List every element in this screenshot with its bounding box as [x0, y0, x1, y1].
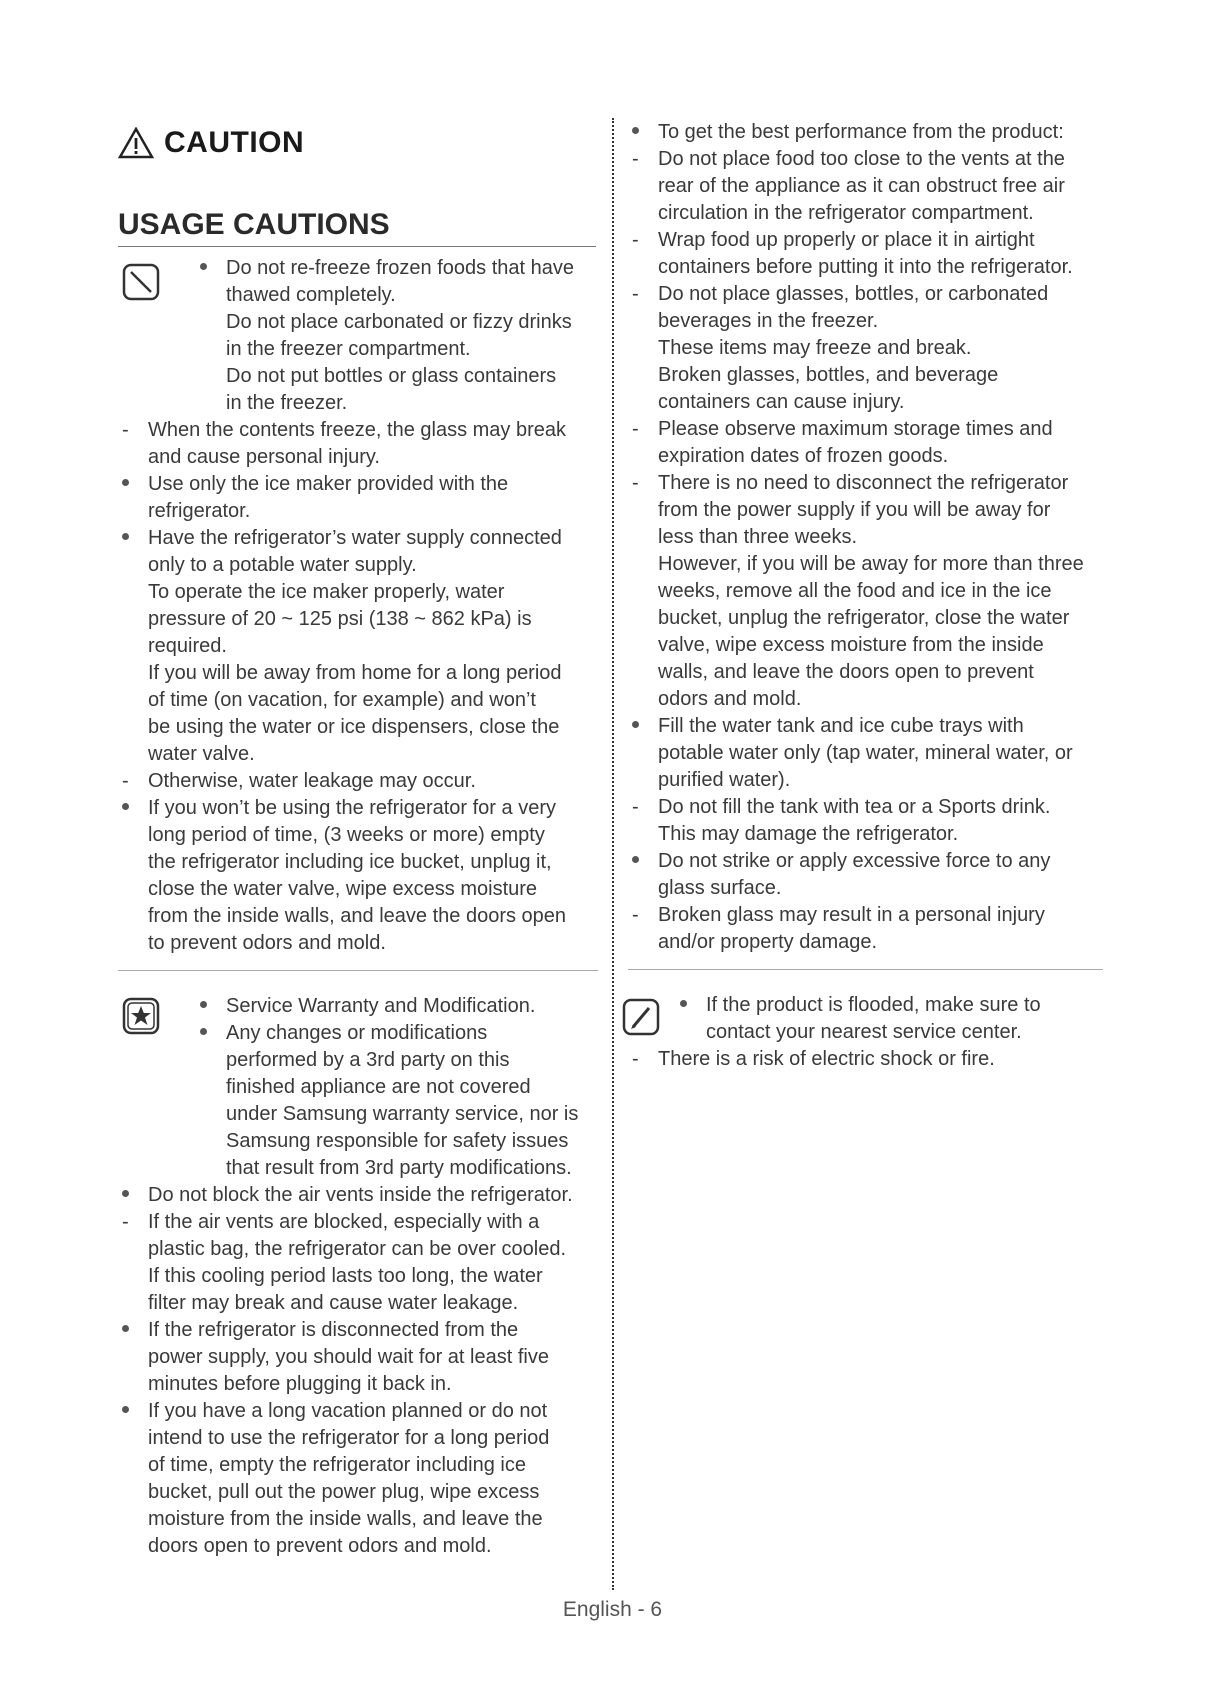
bullet-marker — [196, 255, 226, 282]
left-list-1 — [118, 417, 598, 957]
left-column — [118, 255, 598, 1560]
dash-item — [628, 281, 1103, 416]
text-line: power supply, you should wait for at least five — [148, 1346, 549, 1368]
dash-item — [118, 768, 598, 795]
text-line: be using the water or ice dispensers, close the — [148, 716, 560, 738]
text-line: Wrap food up properly or place it in airtight — [658, 229, 1035, 251]
dash-item — [118, 417, 598, 471]
text-line: Broken glasses, bottles, and beverage — [658, 364, 999, 386]
text-line: less than three weeks. — [658, 526, 857, 548]
bullet-marker — [118, 1317, 148, 1344]
text-line: There is no need to disconnect the refrigerator — [658, 472, 1069, 494]
bullet-item — [118, 993, 598, 1020]
bullet-marker — [628, 848, 658, 875]
section-title: USAGE CAUTIONS — [118, 208, 596, 247]
caution-title: CAUTION — [164, 126, 305, 159]
page-footer: English - 6 — [562, 1598, 663, 1621]
text-line: only to a potable water supply. — [148, 554, 417, 576]
text-line: Do not place glasses, bottles, or carbonated — [658, 283, 1049, 305]
bullet-item — [118, 255, 598, 417]
text-line: Use only the ice maker provided with the — [148, 473, 509, 495]
text-line: Fill the water tank and ice cube trays with — [658, 715, 1024, 737]
section-rule — [118, 970, 598, 971]
bullet-item — [118, 1020, 598, 1182]
bullet-marker — [628, 713, 658, 740]
text-line: valve, wipe excess moisture from the inside — [658, 634, 1044, 656]
text-line: potable water only (tap water, mineral water, or — [658, 742, 1073, 764]
dash-marker — [628, 794, 658, 821]
text-line: Do not place food too close to the vents at the — [658, 148, 1065, 170]
text-line: minutes before plugging it back in. — [148, 1373, 452, 1395]
dash-item — [628, 470, 1103, 713]
prohibition-text — [118, 255, 598, 417]
text-line: and cause personal injury. — [148, 446, 380, 468]
text-line: To get the best performance from the product: — [658, 121, 1064, 143]
text-line: Service Warranty and Modification. — [226, 995, 536, 1017]
dash-item — [628, 416, 1103, 470]
bullet-marker — [118, 1398, 148, 1425]
text-line: intend to use the refrigerator for a long period — [148, 1427, 550, 1449]
caution-heading — [118, 126, 304, 160]
flood-block — [628, 992, 1103, 1046]
text-line: If the refrigerator is disconnected from the — [148, 1319, 519, 1341]
section-rule-right — [628, 969, 1103, 970]
text-line: If the air vents are blocked, especially with a — [148, 1211, 540, 1233]
text-line: Do not strike or apply excessive force to any — [658, 850, 1051, 872]
text-line: purified water). — [658, 769, 791, 791]
bullet-marker — [118, 795, 148, 822]
text-line: the refrigerator including ice bucket, unplug it, — [148, 851, 552, 873]
text-line: thawed completely. — [226, 284, 396, 306]
text-line: If you have a long vacation planned or do not — [148, 1400, 548, 1422]
text-line: This may damage the refrigerator. — [658, 823, 959, 845]
text-line: Do not put bottles or glass containers — [226, 365, 557, 387]
bullet-item — [118, 1398, 598, 1560]
text-line: Do not block the air vents inside the refrigerator. — [148, 1184, 573, 1206]
bullet-item — [118, 1182, 598, 1209]
warranty-block — [118, 993, 598, 1182]
text-line: and/or property damage. — [658, 931, 878, 953]
text-line: of time (on vacation, for example) and won’t — [148, 689, 536, 711]
text-line: expiration dates of frozen goods. — [658, 445, 949, 467]
text-line: weeks, remove all the food and ice in the ice — [658, 580, 1052, 602]
bullet-item — [628, 848, 1103, 902]
right-list — [628, 119, 1103, 956]
column-divider — [612, 118, 614, 1590]
dash-item — [628, 794, 1103, 848]
dash-marker — [118, 768, 148, 795]
text-line: Have the refrigerator’s water supply connected — [148, 527, 562, 549]
text-line: glass surface. — [658, 877, 782, 899]
text-line: Any changes or modifications — [226, 1022, 488, 1044]
text-line: bucket, unplug the refrigerator, close the water — [658, 607, 1070, 629]
text-line: Do not re-freeze frozen foods that have — [226, 257, 574, 279]
bullet-item — [118, 795, 598, 957]
text-line: doors open to prevent odors and mold. — [148, 1535, 492, 1557]
text-line: containers can cause injury. — [658, 391, 905, 413]
warning-icon — [118, 127, 154, 159]
bullet-marker — [118, 471, 148, 498]
dash-marker — [628, 227, 658, 254]
bullet-item — [628, 992, 1103, 1046]
text-line: If this cooling period lasts too long, the water — [148, 1265, 543, 1287]
text-line: contact your nearest service center. — [706, 1021, 1022, 1043]
dash-item — [118, 1209, 598, 1317]
warranty-text — [118, 993, 598, 1182]
text-line: that result from 3rd party modifications. — [226, 1157, 572, 1179]
text-line: If the product is flooded, make sure to — [706, 994, 1041, 1016]
text-line: in the freezer compartment. — [226, 338, 471, 360]
text-line: under Samsung warranty service, nor is — [226, 1103, 579, 1125]
text-line: Broken glass may result in a personal injury — [658, 904, 1045, 926]
text-line: These items may freeze and break. — [658, 337, 972, 359]
text-line: bucket, pull out the power plug, wipe excess — [148, 1481, 540, 1503]
bullet-item — [118, 1317, 598, 1398]
text-line: moisture from the inside walls, and leave the — [148, 1508, 543, 1530]
text-line: If you won’t be using the refrigerator for a very — [148, 797, 556, 819]
left-list-2 — [118, 1182, 598, 1560]
text-line: refrigerator. — [148, 500, 251, 522]
bullet-marker — [628, 119, 658, 146]
bullet-marker — [196, 993, 226, 1020]
text-line: from the power supply if you will be away for — [658, 499, 1051, 521]
dash-marker — [628, 281, 658, 308]
text-line: When the contents freeze, the glass may break — [148, 419, 566, 441]
text-line: in the freezer. — [226, 392, 348, 414]
dash-marker — [628, 146, 658, 173]
text-line: from the inside walls, and leave the doors open — [148, 905, 567, 927]
text-line: walls, and leave the doors open to prevent — [658, 661, 1034, 683]
text-line: Do not fill the tank with tea or a Sports drink. — [658, 796, 1051, 818]
text-line: odors and mold. — [658, 688, 802, 710]
dash-marker — [628, 416, 658, 443]
dash-marker — [628, 902, 658, 929]
flood-warning — [628, 1046, 1103, 1073]
text-line: close the water valve, wipe excess moisture — [148, 878, 538, 900]
text-line: rear of the appliance as it can obstruct free air — [658, 175, 1065, 197]
text-line: Please observe maximum storage times and — [658, 418, 1053, 440]
dash-marker — [118, 1209, 148, 1236]
text-line: performed by a 3rd party on this — [226, 1049, 510, 1071]
text-line: Do not place carbonated or fizzy drinks — [226, 311, 572, 333]
text-line: Otherwise, water leakage may occur. — [148, 770, 476, 792]
text-line: filter may break and cause water leakage. — [148, 1292, 519, 1314]
dash-item — [628, 902, 1103, 956]
dash-item — [628, 1046, 1103, 1073]
right-column — [628, 119, 1103, 1073]
dash-item — [628, 227, 1103, 281]
text-line: To operate the ice maker properly, water — [148, 581, 505, 603]
dash-marker — [628, 470, 658, 497]
text-line: containers before putting it into the refrigerator. — [658, 256, 1073, 278]
prohibition-block — [118, 255, 598, 417]
text-line: long period of time, (3 weeks or more) empty — [148, 824, 545, 846]
text-line: There is a risk of electric shock or fire. — [658, 1048, 995, 1070]
text-line: If you will be away from home for a long period — [148, 662, 562, 684]
bullet-marker — [118, 525, 148, 552]
bullet-item — [628, 119, 1103, 146]
text-line: pressure of 20 ~ 125 psi (138 ~ 862 kPa) is — [148, 608, 532, 630]
text-line: However, if you will be away for more than three — [658, 553, 1084, 575]
bullet-item — [118, 525, 598, 768]
flood-text — [628, 992, 1103, 1046]
text-line: to prevent odors and mold. — [148, 932, 386, 954]
text-line: beverages in the freezer. — [658, 310, 879, 332]
text-line: water valve. — [148, 743, 255, 765]
bullet-marker — [196, 1020, 226, 1047]
bullet-marker — [676, 992, 706, 1019]
bullet-item — [118, 471, 598, 525]
dash-marker — [118, 417, 148, 444]
dash-item — [628, 146, 1103, 227]
text-line: of time, empty the refrigerator including ice — [148, 1454, 526, 1476]
bullet-item — [628, 713, 1103, 794]
text-line: Samsung responsible for safety issues — [226, 1130, 569, 1152]
text-line: finished appliance are not covered — [226, 1076, 531, 1098]
text-line: circulation in the refrigerator compartment. — [658, 202, 1034, 224]
text-line: required. — [148, 635, 227, 657]
dash-marker — [628, 1046, 658, 1073]
text-line: plastic bag, the refrigerator can be over cooled. — [148, 1238, 567, 1260]
bullet-marker — [118, 1182, 148, 1209]
